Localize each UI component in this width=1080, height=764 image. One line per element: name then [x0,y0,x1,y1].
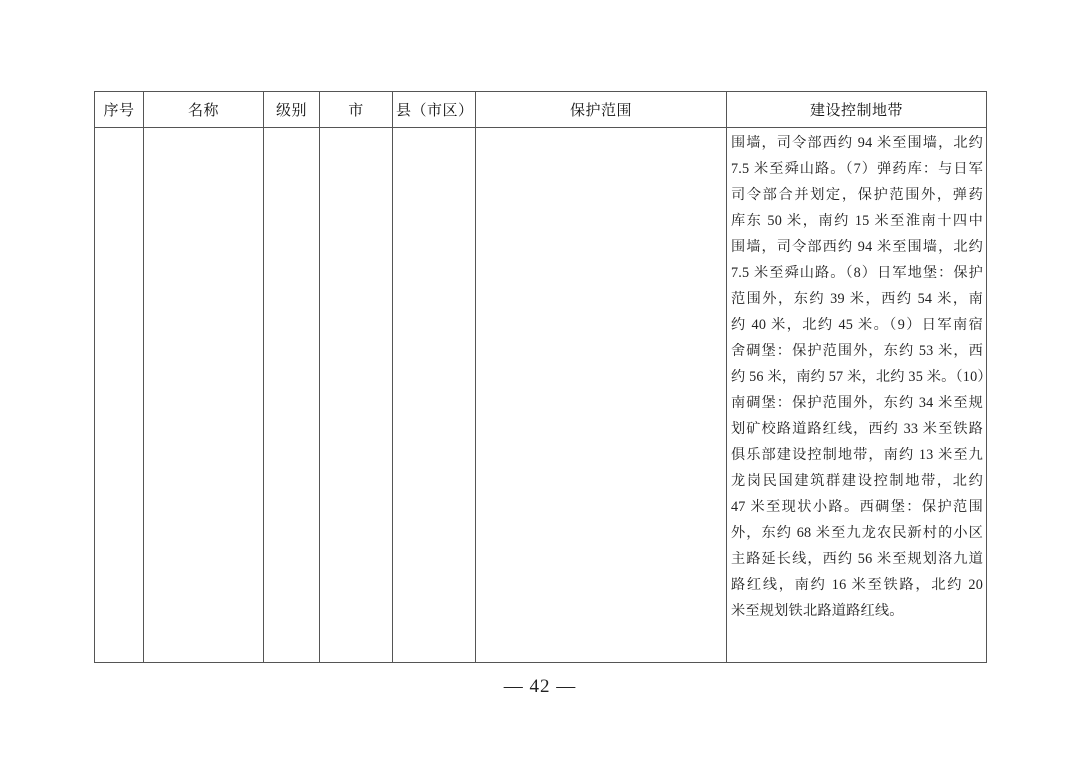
cell-county [393,128,476,663]
cell-name [144,128,264,663]
page-number: — 42 — [503,676,577,697]
header-construction-control-zone: 建设控制地带 [727,92,987,128]
header-county: 县（市区） [393,92,476,128]
text-line: 库东 50 米，南约 15 米至淮南十四中 [731,213,983,229]
text-line: 7.5 米至舜山路。（8）日军地堡：保护 [731,265,983,281]
text-line: 围墙，司令部西约 94 米至围墙，北约 [731,239,983,255]
header-city: 市 [320,92,393,128]
text-line: 南碉堡：保护范围外，东约 34 米至规 [731,395,983,411]
text-line: 路红线，南约 16 米至铁路，北约 20 [731,577,983,593]
text-line: 龙岗民国建筑群建设控制地带，北约 [731,473,983,489]
text-line: 范围外，东约 39 米，西约 54 米，南 [731,291,983,307]
header-level: 级别 [264,92,320,128]
header-seq: 序号 [95,92,144,128]
text-line: 围墙，司令部西约 94 米至围墙，北约 [731,135,983,151]
text-line: 舍碉堡：保护范围外，东约 53 米，西 [731,343,983,359]
text-line: 划矿校路道路红线，西约 33 米至铁路 [731,421,983,437]
text-line: 7.5 米至舜山路。（7）弹药库：与日军 [731,161,983,177]
text-line: 外，东约 68 米至九龙农民新村的小区 [731,525,983,541]
header-name: 名称 [144,92,264,128]
cell-protection-scope [476,128,727,663]
construction-control-zone-text [727,128,992,624]
header-protection-scope: 保护范围 [476,92,727,128]
text-line: 俱乐部建设控制地带，南约 13 米至九 [731,447,983,463]
text-line: 米至规划铁北路道路红线。 [731,603,904,619]
text-line: 司令部合并划定，保护范围外，弹药 [731,187,983,203]
table-header-row [95,92,987,128]
text-line: 主路延长线，西约 56 米至规划洛九道 [731,551,983,567]
cell-seq [95,128,144,663]
cell-construction-control-zone [727,128,992,663]
text-line: 约 40 米，北约 45 米。（9）日军南宿 [731,317,983,333]
text-line: 约 56 米，南约 57 米，北约 35 米。（10） [731,369,992,385]
cell-level [264,128,320,663]
cell-city [320,128,393,663]
heritage-protection-table [94,91,992,663]
table-row [95,128,987,663]
text-line: 47 米至现状小路。西碉堡：保护范围 [731,499,983,515]
